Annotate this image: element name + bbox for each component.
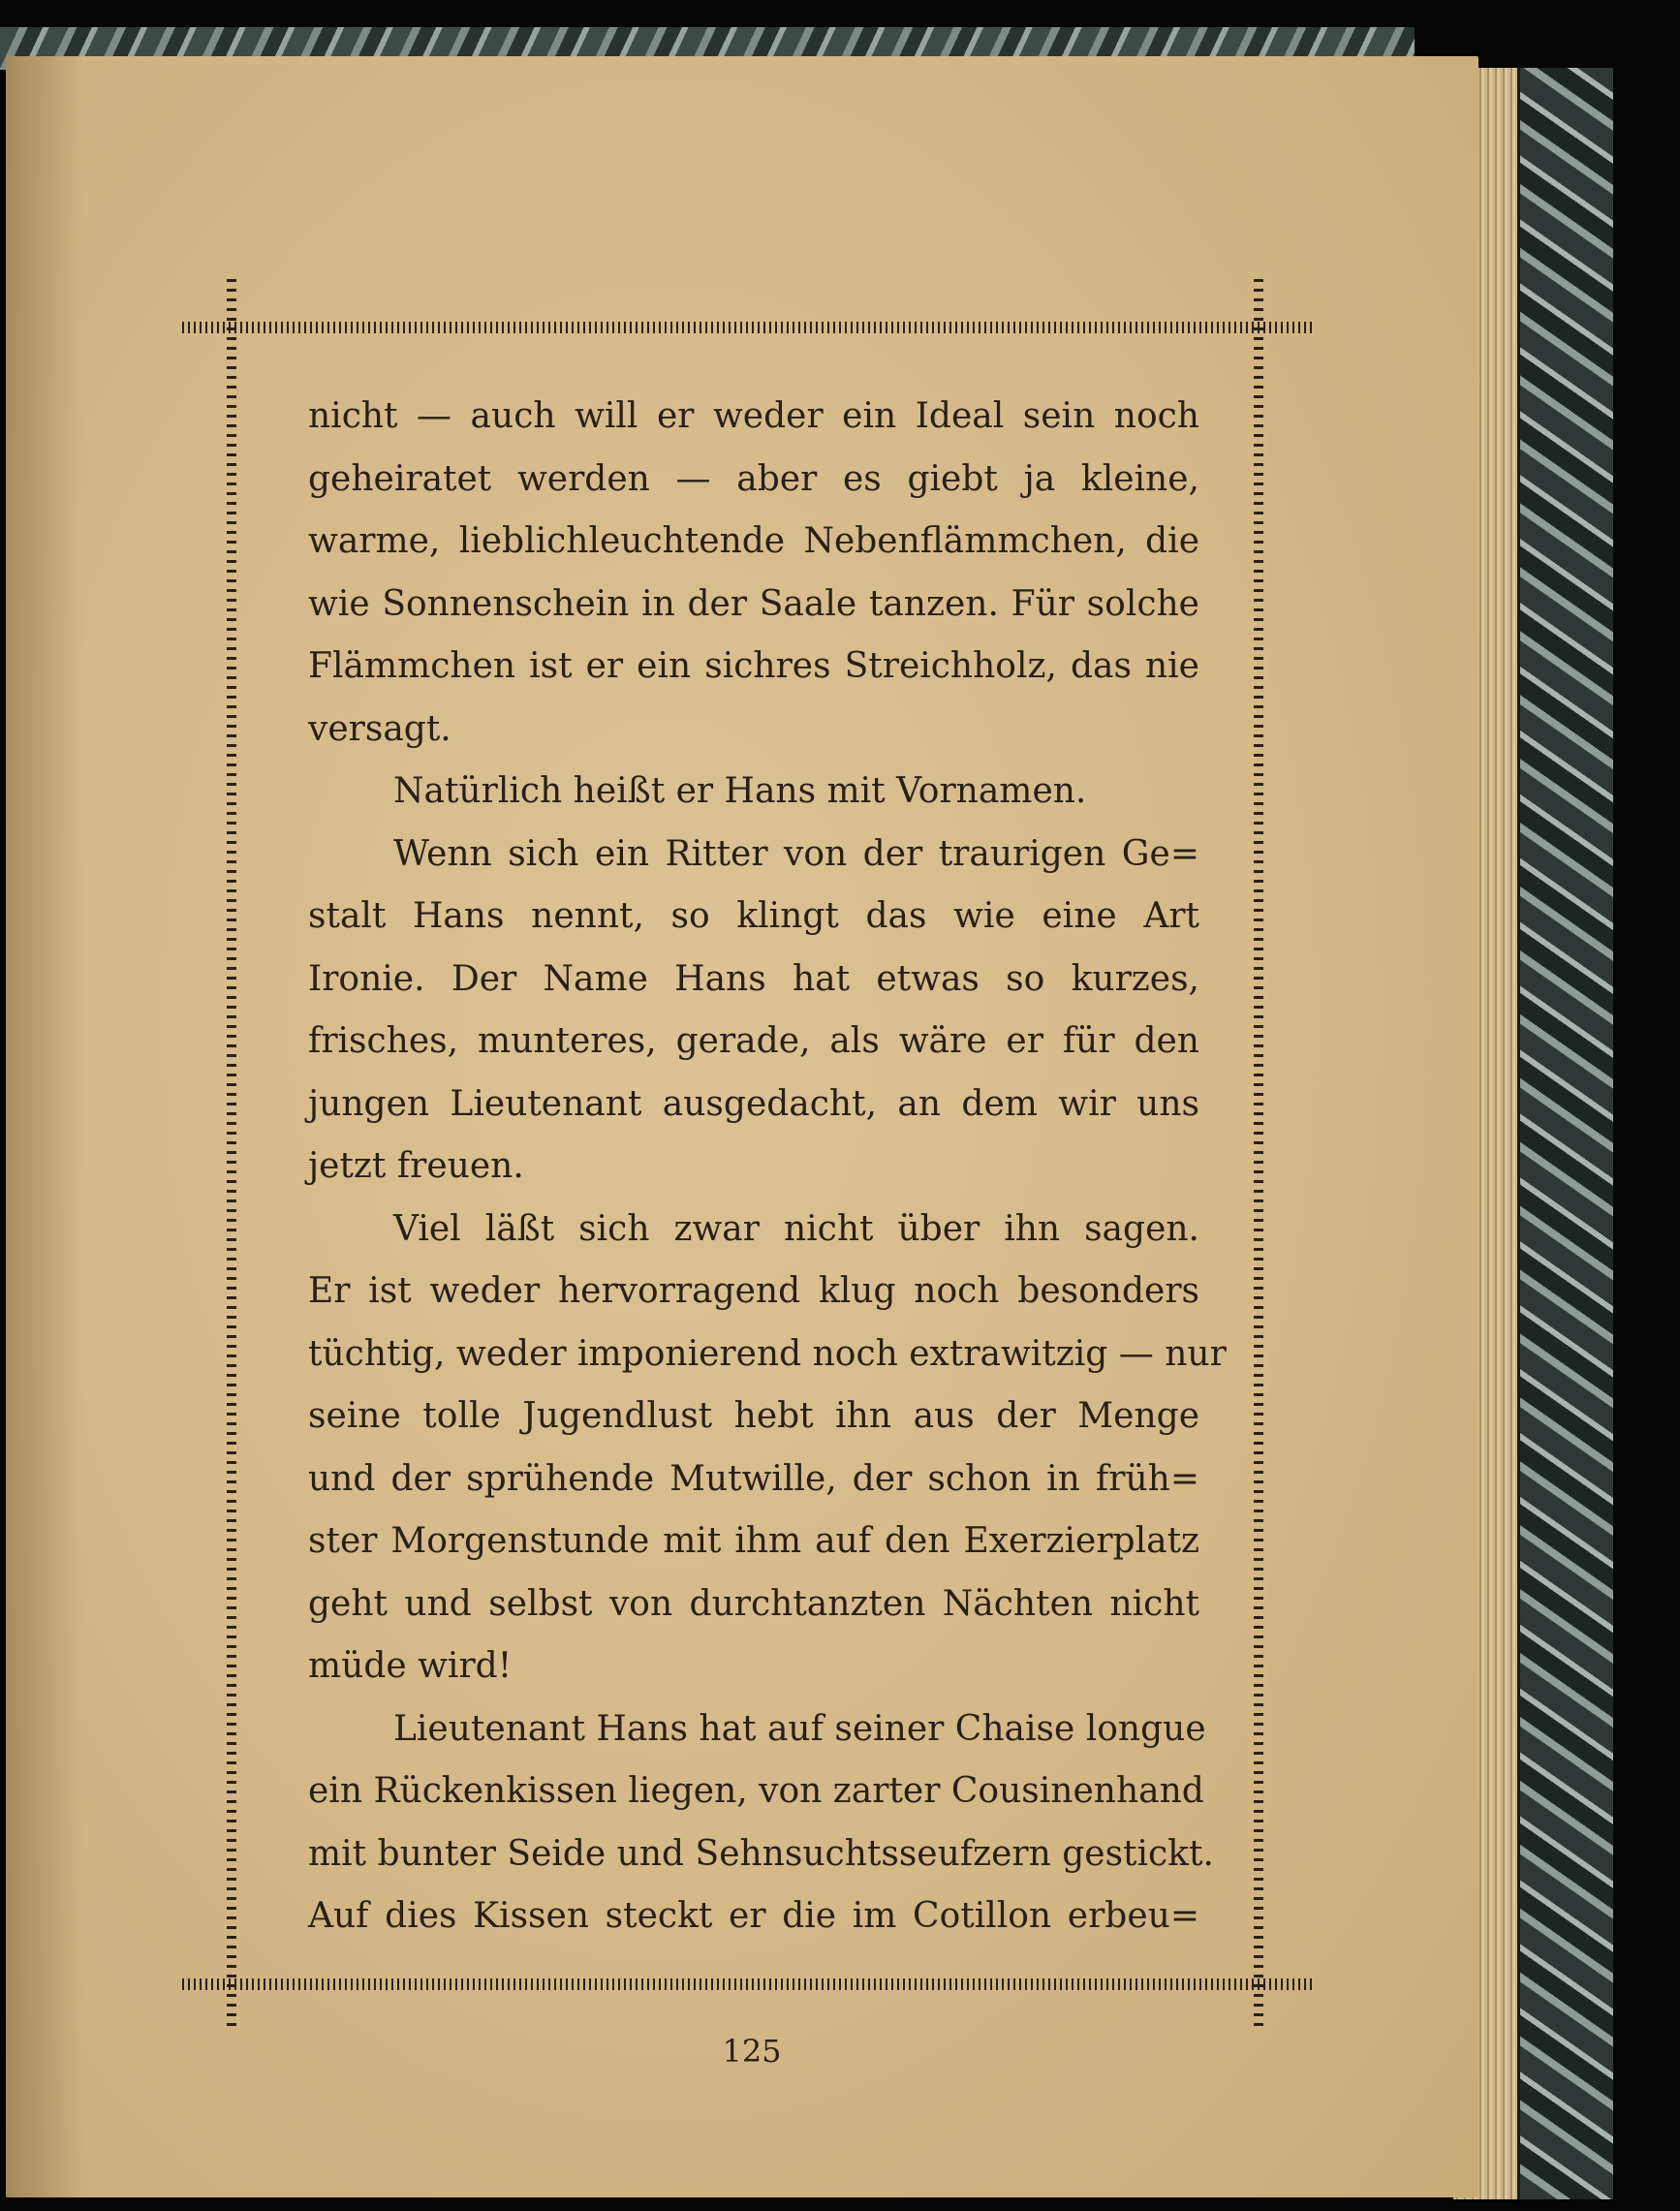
text-line: Wenn sich ein Ritter von der traurigen Ge= bbox=[393, 833, 1199, 874]
text-line: ein Rückenkissen liegen, von zarter Cousinenhand bbox=[308, 1771, 1204, 1811]
text-line: Flämmchen ist er ein sichres Streichholz, das nie bbox=[308, 646, 1199, 686]
text-line: nicht — auch will er weder ein Ideal sein noch bbox=[308, 396, 1199, 436]
text-line: versagt. bbox=[308, 708, 451, 749]
text-line: Lieutenant Hans hat auf seiner Chaise longue bbox=[393, 1708, 1206, 1749]
text-line: Viel läßt sich zwar nicht über ihn sagen. bbox=[393, 1208, 1199, 1249]
text-line: ster Morgenstunde mit ihm auf den Exerzierplatz bbox=[308, 1521, 1199, 1561]
text-line: jetzt freuen. bbox=[308, 1146, 524, 1186]
text-line: Auf dies Kissen steckt er die im Cotillon erbeu= bbox=[308, 1896, 1199, 1936]
ornamental-border-left bbox=[227, 279, 236, 2033]
text-line: wie Sonnenschein in der Saale tanzen. Für solche bbox=[308, 583, 1199, 624]
text-line: warme, lieblichleuchtende Nebenflämmchen, die bbox=[308, 521, 1199, 561]
text-line: mit bunter Seide und Sehnsuchtsseufzern gestickt. bbox=[308, 1833, 1214, 1874]
body-text bbox=[308, 386, 1227, 1948]
ornamental-border-right bbox=[1254, 279, 1263, 2033]
text-line: müde wird! bbox=[308, 1646, 513, 1686]
page-number: 125 bbox=[722, 2033, 782, 2070]
text-line: Er ist weder hervorragend klug noch besonders bbox=[308, 1271, 1199, 1311]
text-line: stalt Hans nennt, so klingt das wie eine Art bbox=[308, 896, 1199, 936]
text-line: seine tolle Jugendlust hebt ihn aus der Menge bbox=[308, 1396, 1199, 1436]
text-line: geht und selbst von durchtanzten Nächten nicht bbox=[308, 1583, 1199, 1624]
ornamental-border-bottom bbox=[182, 1978, 1314, 1990]
text-line: Natürlich heißt er Hans mit Vornamen. bbox=[393, 771, 1087, 811]
text-line: und der sprühende Mutwille, der schon in früh= bbox=[308, 1458, 1199, 1499]
marbled-cover-right bbox=[1517, 68, 1613, 2199]
text-line: frisches, munteres, gerade, als wäre er für den bbox=[308, 1021, 1199, 1061]
ornamental-border-top bbox=[182, 322, 1314, 333]
gutter-shadow bbox=[6, 56, 83, 2197]
text-line: Ironie. Der Name Hans hat etwas so kurzes, bbox=[308, 958, 1199, 999]
text-line: tüchtig, weder imponierend noch extrawitzig — nur bbox=[308, 1333, 1227, 1374]
book-page bbox=[6, 56, 1478, 2197]
text-line: geheiratet werden — aber es giebt ja kleine, bbox=[308, 458, 1199, 499]
text-line: jungen Lieutenant ausgedacht, an dem wir uns bbox=[308, 1083, 1199, 1124]
